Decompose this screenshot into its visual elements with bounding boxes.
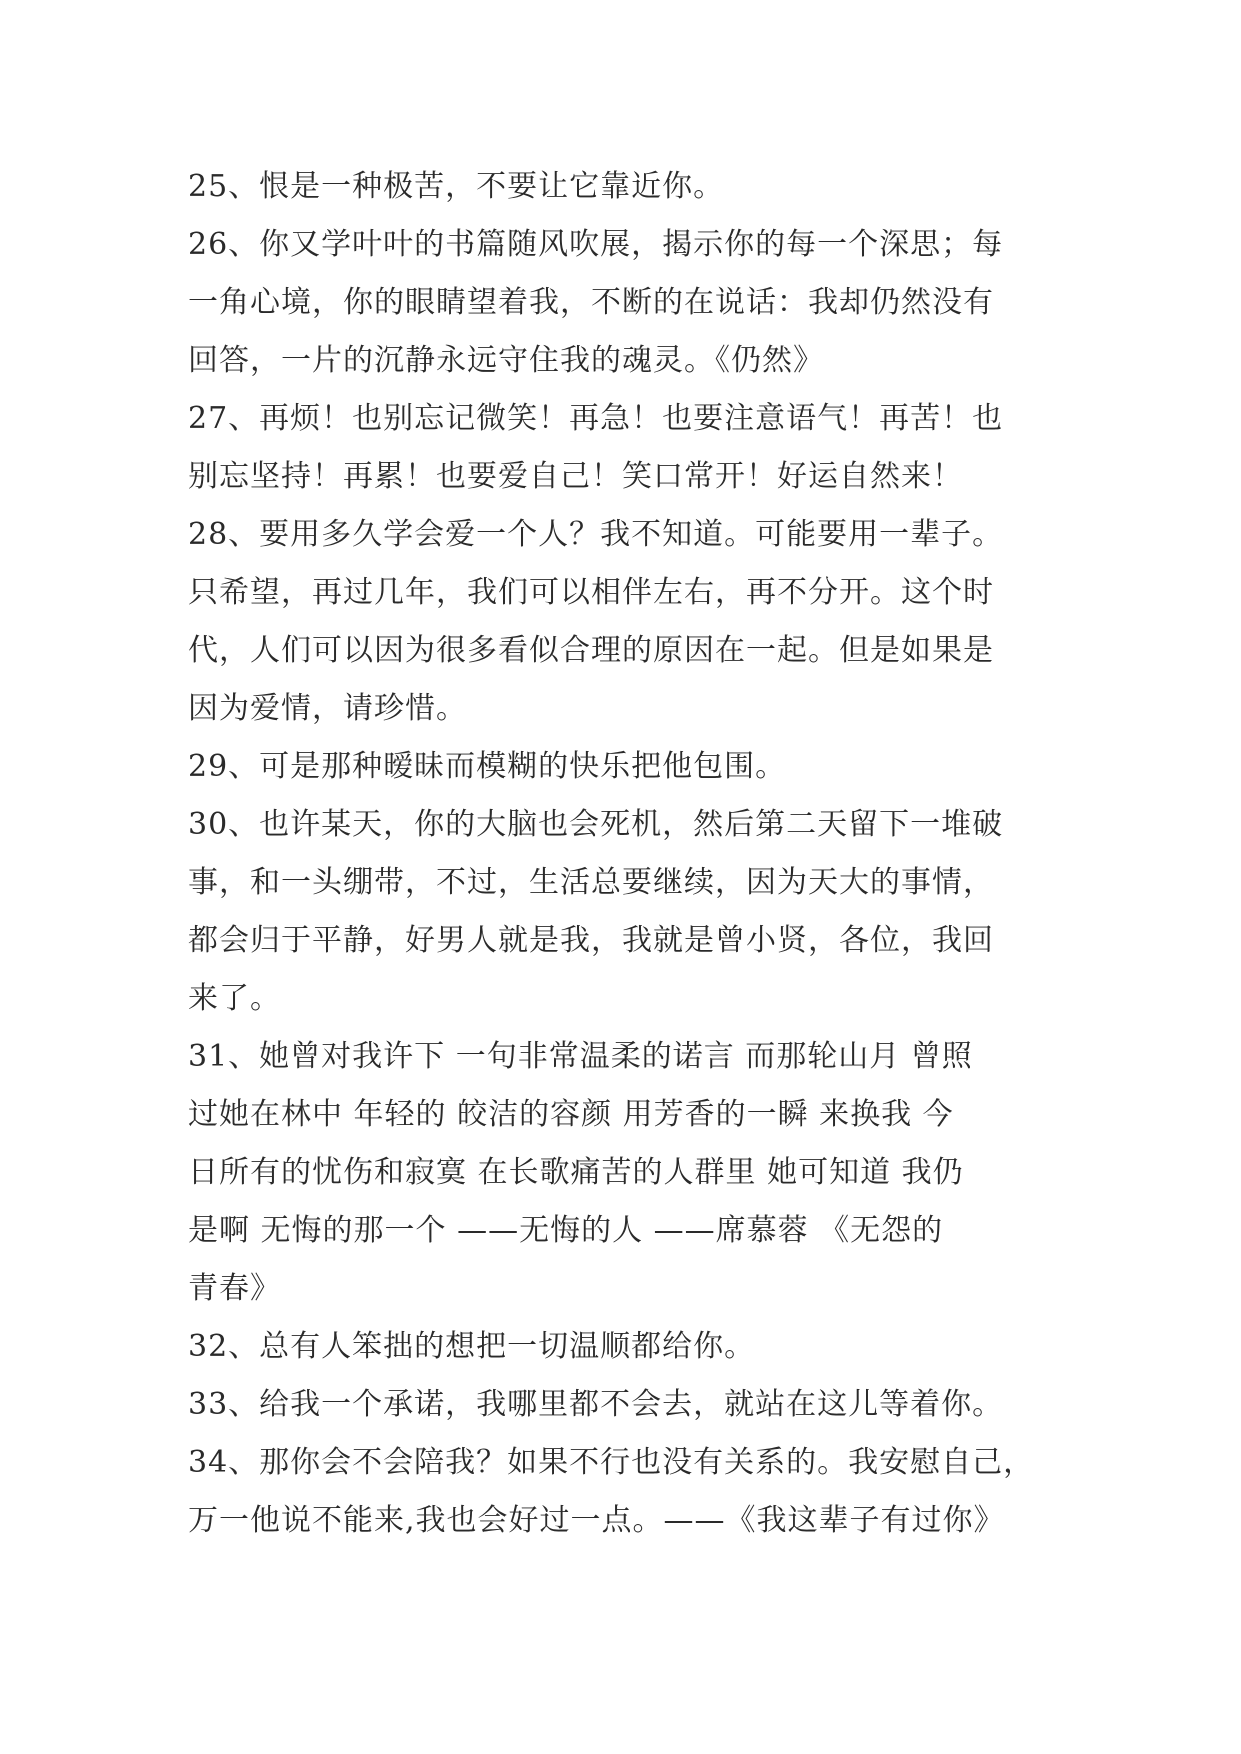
text-line: 青春》 [188,1271,281,1306]
text-line: 过她在林中 年轻的 皎洁的容颜 用芳香的一瞬 来换我 今 [188,1097,954,1132]
text-line: 万一他说不能来,我也会好过一点。——《我这辈子有过你》 [188,1503,1005,1538]
text-line: 28、要用多久学会爱一个人？我不知道。可能要用一辈子。 [188,517,1004,552]
text-line: 代，人们可以因为很多看似合理的原因在一起。但是如果是 [188,633,994,668]
text-line: 25、恨是一种极苦，不要让它靠近你。 [188,169,725,204]
text-line: 来了。 [188,981,281,1016]
text-line: 日所有的忧伤和寂寞 在长歌痛苦的人群里 她可知道 我仍 [188,1155,964,1190]
text-line: 26、你又学叶叶的书篇随风吹展，揭示你的每一个深思；每 [188,227,1004,262]
text-line: 32、总有人笨拙的想把一切温顺都给你。 [188,1329,756,1364]
text-line: 34、那你会不会陪我？如果不行也没有关系的。我安慰自己， [188,1445,1035,1480]
text-line: 别忘坚持！再累！也要爱自己！笑口常开！好运自然来！ [188,459,963,494]
text-line: 回答，一片的沉静永远守住我的魂灵。《仍然》 [188,343,824,378]
text-line: 只希望，再过几年，我们可以相伴左右，再不分开。这个时 [188,575,994,610]
text-line: 是啊 无悔的那一个 ——无悔的人 ——席慕蓉 《无怨的 [188,1213,944,1248]
text-line: 31、她曾对我许下 一句非常温柔的诺言 而那轮山月 曾照 [188,1039,973,1074]
text-line: 因为爱情，请珍惜。 [188,691,467,726]
text-line: 事，和一头绷带，不过，生活总要继续，因为天大的事情， [188,865,994,900]
text-line: 都会归于平静，好男人就是我，我就是曾小贤，各位，我回 [188,923,994,958]
text-line: 29、可是那种暧昧而模糊的快乐把他包围。 [188,749,787,784]
text-line: 27、再烦！也别忘记微笑！再急！也要注意语气！再苦！也 [188,401,1004,436]
document-body [188,158,1068,1550]
text-line: 30、也许某天，你的大脑也会死机，然后第二天留下一堆破 [188,807,1004,842]
text-line: 33、给我一个承诺，我哪里都不会去，就站在这儿等着你。 [188,1387,1004,1422]
text-line: 一角心境，你的眼睛望着我，不断的在说话：我却仍然没有 [188,285,994,320]
